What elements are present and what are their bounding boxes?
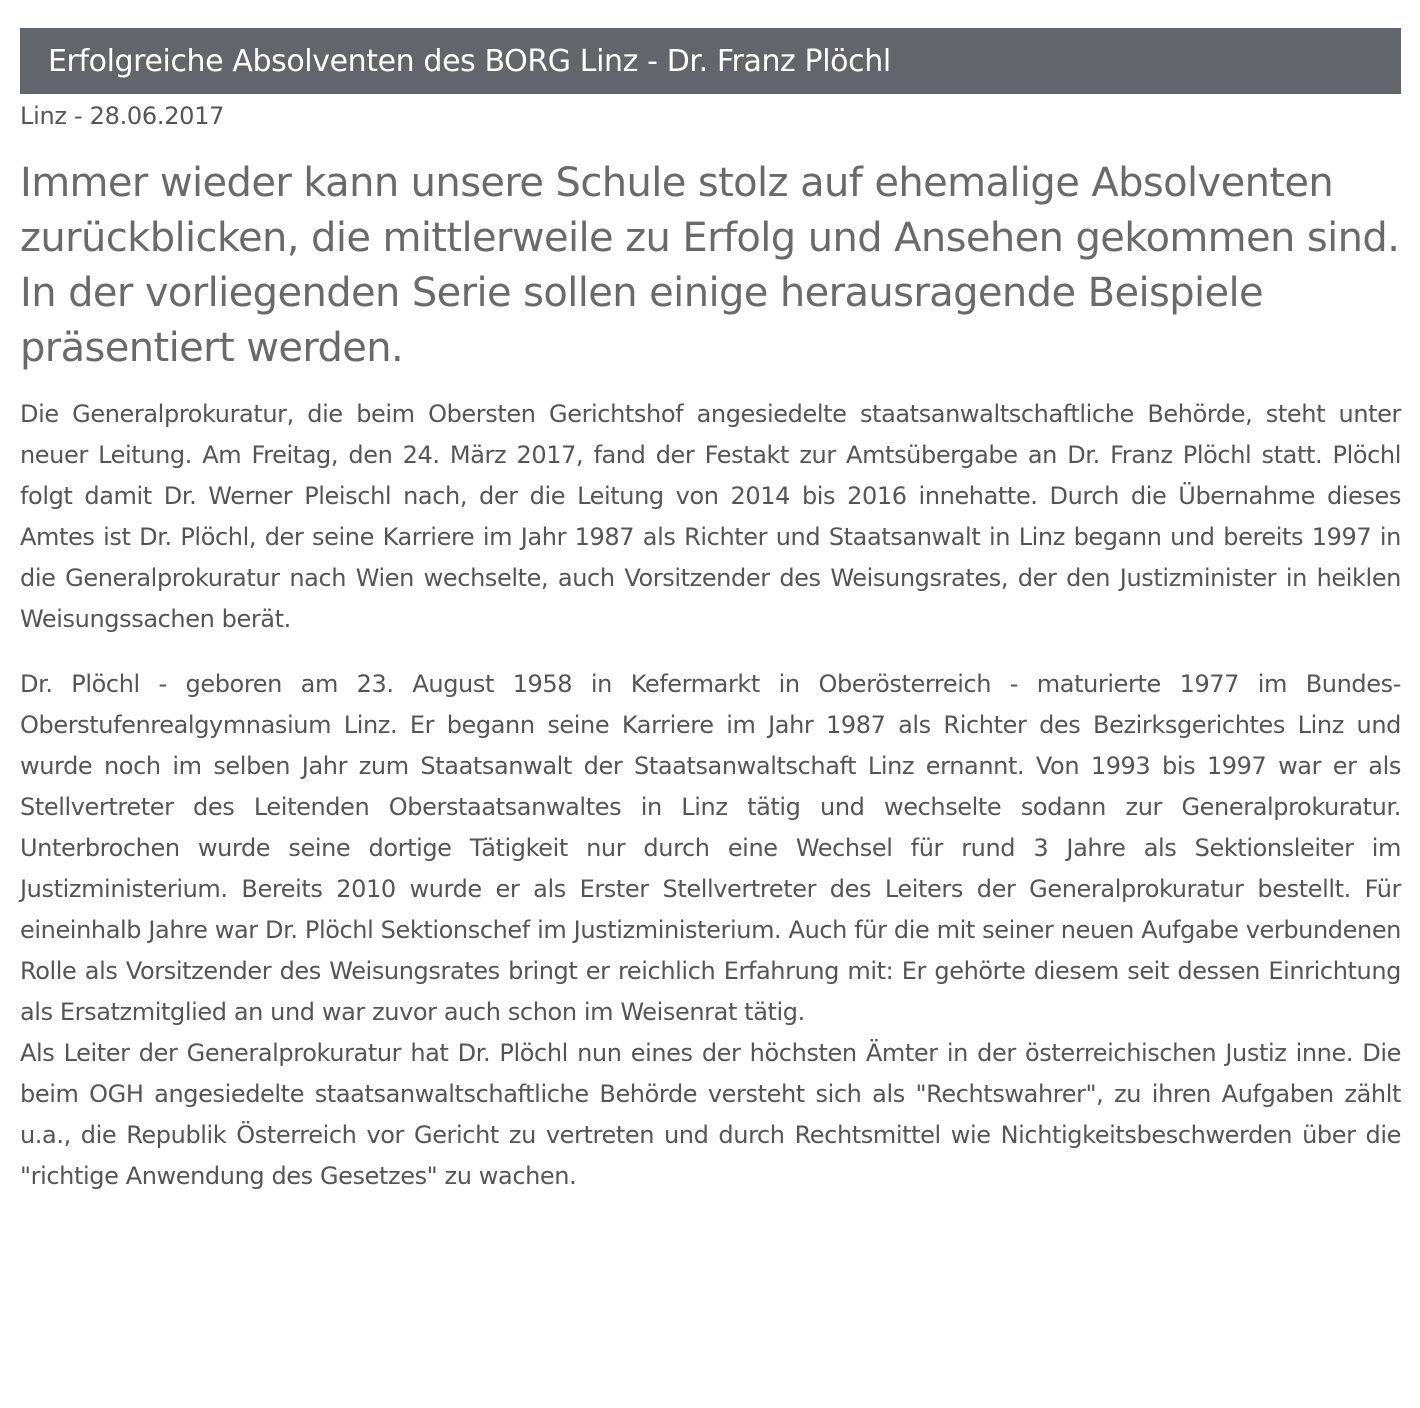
article bbox=[20, 28, 1401, 1197]
dateline: Linz - 28.06.2017 bbox=[20, 102, 225, 130]
body-paragraph-2: Dr. Plöchl - geboren am 23. August 1958 in Kefermarkt in Oberösterreich - maturierte 1977 im Bundes-Oberstufenrealgymnasium Linz. Er begann seine Karriere im Jahr 1987 als Richter des Bezirksgerichtes Linz und wurde noch im selben Jahr zum Staatsanwalt der Staatsanwaltschaft Linz ernannt. Von 1993 bis 1997 war er als Stellvertreter des Leitenden Oberstaatsanwaltes in Linz tätig und wechselte sodann zur Generalprokuratur. Unterbrochen wurde seine dortige Tätigkeit nur durch eine Wechsel für rund 3 Jahre als Sektionsleiter im Justizministerium. Bereits 2010 wurde er als Erster Stellvertreter des Leiters der Generalprokuratur bestellt. Für eineinhalb Jahre war Dr. Plöchl Sektionschef im Justizministerium. Auch für die mit seiner neuen Aufgabe verbundenen Rolle als Vorsitzender des Weisungsrates bringt er reichlich Erfahrung mit: Er gehörte diesem seit dessen Einrichtung als Ersatzmitglied an und war zuvor auch schon im Weisenrat tätig. bbox=[20, 670, 1401, 1026]
title-bar bbox=[20, 28, 1401, 94]
body-paragraph-3: Als Leiter der Generalprokuratur hat Dr. Plöchl nun eines der höchsten Ämter in der österreichischen Justiz inne. Die beim OGH angesiedelte staatsanwaltschaftliche Behörde versteht sich als "Rechtswahrer", zu ihren Aufgaben zählt u.a., die Republik Österreich vor Gericht zu vertreten und durch Rechtsmittel wie Nichtigkeitsbeschwerden über die "richtige Anwendung des Gesetzes" zu wachen. bbox=[20, 1039, 1401, 1190]
lead-paragraph: Immer wieder kann unsere Schule stolz auf ehemalige Absolventen zurückblicken, die mittlerweile zu Erfolg und Ansehen gekommen sind. In der vorliegenden Serie sollen einige herausragende Beispiele präsentiert werden. bbox=[20, 160, 1400, 371]
body-paragraph-1: Die Generalprokuratur, die beim Obersten Gerichtshof angesiedelte staatsanwaltschaftliche Behörde, steht unter neuer Leitung. Am Freitag, den 24. März 2017, fand der Festakt zur Amtsübergabe an Dr. Franz Plöchl statt. Plöchl folgt damit Dr. Werner Pleischl nach, der die Leitung von 2014 bis 2016 innehatte. Durch die Übernahme dieses Amtes ist Dr. Plöchl, der seine Karriere im Jahr 1987 als Richter und Staatsanwalt in Linz begann und bereits 1997 in die Generalprokuratur nach Wien wechselte, auch Vorsitzender des Weisungsrates, der den Justizminister in heiklen Weisungssachen berät. bbox=[20, 400, 1401, 633]
article-title: Erfolgreiche Absolventen des BORG Linz - Dr. Franz Plöchl bbox=[48, 43, 891, 79]
